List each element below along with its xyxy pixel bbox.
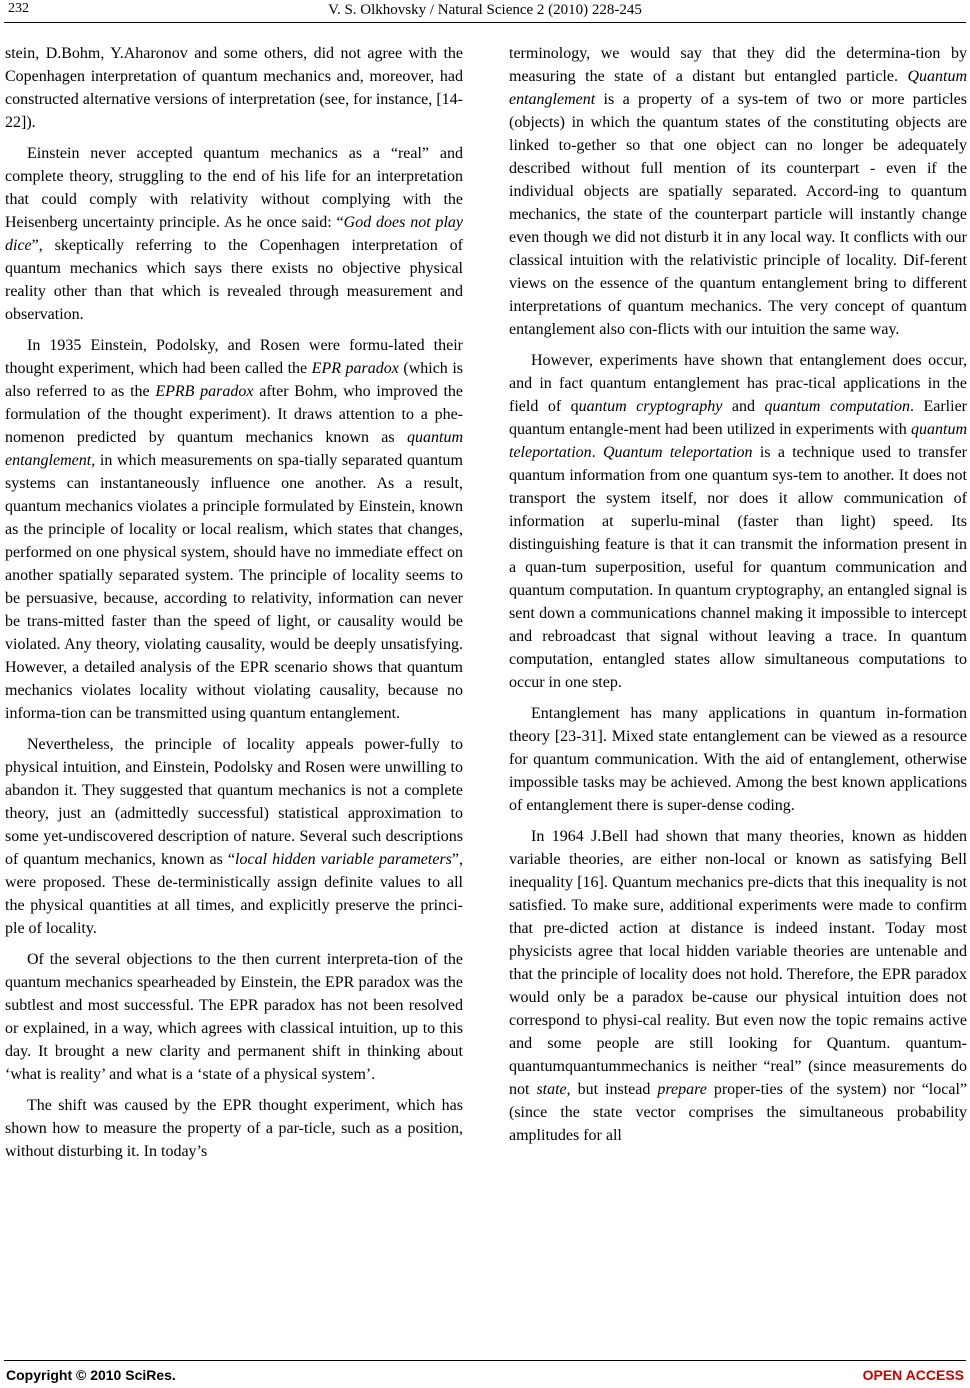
text-run: , in which measurements on spa-tially separated quantum systems can instantaneously influence one another. As a result, quantum mechanics violates a principle formulated by Einstein, known as the principle of locality or local realism, which states that changes, performed on one physical system, should have no immediate effect on another spatially separated system. The principle of locality seems to be persuasive, because, according to relativity, information can never be trans-mitted faster than the speed of light, or causality would be violated. Any theory, violating causality, would be deeply unsatisfying. However, a detailed analysis of the EPR scenario shows that quantum mechanics violates locality without violating causality, because no informa-tion can be transmitted using quantum entanglement. <box>5 452 463 722</box>
right-column <box>509 42 967 1155</box>
paragraph <box>509 42 967 341</box>
text-run: In 1964 J.Bell had shown that many theories, known as hidden variable theories, are either non-local or known as satisfying Bell inequality [16]. Quantum mechanics pre-dicts that this inequality is not satisfied. To make sure, additional experiments were made to confirm that pre-dicted action at distance is indeed instant. Today most physicists agree that local hidden variable theories are untenable and that the principle of locality does not hold. Therefore, the EPR paradox would only be a paradox be-cause our physical intuition does not correspond to physi-cal reality. But even now the topic remains active and some people are still looking for Quantum. quantum-quantumquantummechanics is neither “real” (since measurements do not <box>509 828 967 1098</box>
text-run: Entanglement has many applications in quantum in-formation theory [23-31]. Mixed state entanglement can be viewed as a resource for quantum communication. With the aid of entanglement, otherwise impossible tasks may be achieved. Among the best known applications of entanglement there is super-dense coding. <box>509 705 967 814</box>
paragraph <box>509 702 967 817</box>
text-run: The shift was caused by the EPR thought experiment, which has shown how to measure the property of a par-ticle, such as a position, without disturbing it. In today’s <box>5 1097 463 1160</box>
text-run: proper-ties of the system) nor “local” (since the state vector comprises the simultaneous probability amplitudes for all <box>509 1081 967 1144</box>
left-column <box>5 42 463 1171</box>
italic-text: state <box>536 1081 567 1098</box>
paragraph <box>5 1094 463 1163</box>
text-run: , but instead <box>566 1081 658 1098</box>
paragraph <box>5 42 463 134</box>
italic-text: uantum cryptography <box>578 398 723 415</box>
italic-text: EPR paradox <box>311 360 399 377</box>
text-run: . <box>591 444 603 461</box>
footer-open-access: OPEN ACCESS <box>862 1367 964 1383</box>
running-head: V. S. Olkhovsky / Natural Science 2 (2010) 228-245 <box>328 2 642 18</box>
paragraph <box>5 733 463 940</box>
text-run: terminology, we would say that they did the determina-tion by measuring the state of a distant but entangled particle. <box>509 45 967 85</box>
italic-text: quantum teleportation <box>509 421 967 461</box>
italic-text: quantum computation <box>764 398 910 415</box>
italic-text: God does not play dice <box>5 214 464 254</box>
footer-rule <box>4 1360 966 1361</box>
paragraph <box>509 349 967 694</box>
footer-copyright: Copyright © 2010 SciRes. <box>6 1367 176 1383</box>
text-run: Of the several objections to the then current interpreta-tion of the quantum mechanics spearheaded by Einstein, the EPR paradox was the subtlest and most successful. The EPR paradox has not been resolved or explained, in a way, which agrees with classical intuition, up to this day. It brought a new clarity and permanent shift in thinking about ‘what is reality’ and what is a ‘state of a physical system’. <box>5 951 463 1083</box>
text-run: (which is also referred to as the <box>5 360 463 400</box>
text-run: and <box>722 398 765 415</box>
italic-text: Quantum entanglement <box>509 68 967 108</box>
paragraph <box>509 825 967 1147</box>
paragraph <box>5 142 463 326</box>
text-run: stein, D.Bohm, Y.Aharonov and some others, did not agree with the Copenhagen interpretation of quantum mechanics and, moreover, had constructed alternative versions of interpretation (see, for instance, [14-22]). <box>5 45 463 131</box>
italic-text: quantum entanglement <box>5 429 463 469</box>
italic-text: Quantum teleportation <box>602 444 753 461</box>
text-run: Nevertheless, the principle of locality appeals power-fully to physical intuition, and Einstein, Podolsky and Rosen were unwilling to abandon it. They suggested that quantum mechanics is not a complete theory, just an (admittedly successful) statistical approximation to some yet-undiscovered description of nature. Several such descriptions of quantum mechanics, known as “ <box>5 736 463 868</box>
text-run: In 1935 Einstein, Podolsky, and Rosen were formu-lated their thought experiment, which had been called the <box>5 337 463 377</box>
italic-text: local hidden variable parameters <box>235 851 452 868</box>
paragraph <box>5 334 463 725</box>
text-run: is a property of a sys-tem of two or more particles (objects) in which the quantum states of the constituting objects are linked to-gether so that one object can no longer be adequately described without full mention of its counterpart - even if the individual objects are spatially separated. Accord-ing to quantum mechanics, the state of the counterpart particle will instantly change even though we did not disturb it in any local way. It conflicts with our classical intuition with the relativistic principle of locality. Dif-ferent views on the essence of the quantum entanglement bring to different interpretations of quantum mechanics. The very concept of quantum entanglement also con-flicts with our intuition the same way. <box>509 91 967 338</box>
text-run: However, experiments have shown that entanglement does occur, and in fact quantum entanglement has prac-tical applications in the field of q <box>509 352 967 415</box>
page-number: 232 <box>8 1 29 16</box>
text-run: after Bohm, who improved the formulation of the thought experiment). It draws attention to a phe-nomenon predicted by quantum mechanics known as <box>5 383 464 446</box>
text-run: ”, skeptically referring to the Copenhagen interpretation of quantum mechanics which says there exists no objective physical reality other than that which is revealed through measurement and observation. <box>5 237 463 323</box>
header-rule <box>4 22 966 23</box>
italic-text: EPRB paradox <box>155 383 254 400</box>
text-run: ”, were proposed. These de-terministically assign definite values to all the physical quantities at all times, and explicitly preserve the princi-ple of locality. <box>5 851 463 937</box>
italic-text: prepare <box>657 1081 707 1098</box>
paragraph <box>5 948 463 1086</box>
text-run: . Earlier quantum entangle-ment had been utilized in experiments with <box>509 398 967 438</box>
text-run: is a technique used to transfer quantum information from one quantum sys-tem to another. It does not transport the system itself, nor does it allow communication of information at superlu-minal (faster than light) speed. Its distinguishing feature is that it can transmit the information present in a quan-tum superposition, useful for quantum communication and quantum computation. In quantum cryptography, an entangled signal is sent down a communications channel making it impossible to intercept and rebroadcast that signal without leaving a trace. In quantum computation, entangled states allow simultaneous computations to occur in one step. <box>509 444 968 691</box>
text-run: Einstein never accepted quantum mechanics as a “real” and complete theory, struggling to the end of his life for an interpretation that could comply with relativity without complying with the Heisenberg uncertainty principle. As he once said: “ <box>5 145 463 231</box>
